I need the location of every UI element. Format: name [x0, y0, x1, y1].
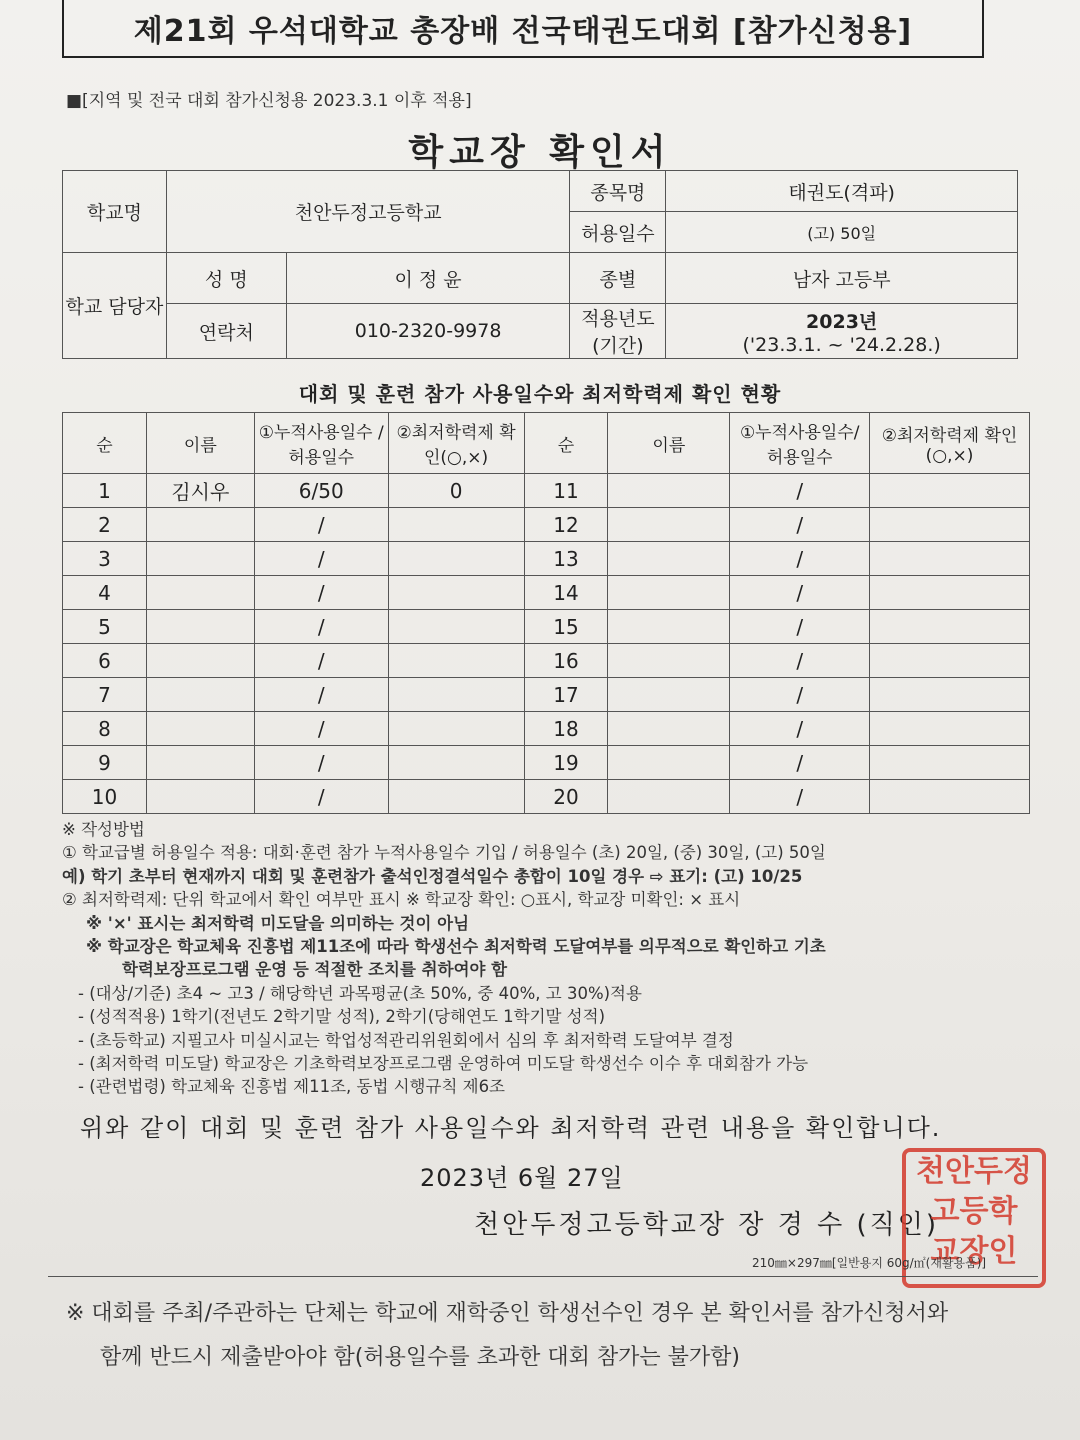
table-row	[63, 610, 1030, 644]
note-line: ① 학교급별 허용일수 적용: 대회·훈련 참가 누적사용일수 기입 / 허용일수 (초) 20일, (중) 30일, (고) 50일	[62, 843, 826, 863]
row-no: 2	[63, 508, 147, 542]
row-days: /	[254, 780, 388, 814]
row-no: 10	[63, 780, 147, 814]
row-check	[388, 576, 524, 610]
period-value: ('23.3.1. ~ '24.2.28.)	[742, 333, 941, 356]
row-check	[870, 576, 1030, 610]
row-days: /	[730, 576, 870, 610]
header-no-right: 순	[524, 413, 608, 474]
applicability-notice: ■[지역 및 전국 대회 참가신청용 2023.3.1 이후 적용]	[66, 91, 472, 111]
header-days: ①누적사용일수 /허용일수	[254, 413, 388, 474]
header-name: 이름	[146, 413, 254, 474]
row-name	[608, 644, 730, 678]
row-name	[146, 576, 254, 610]
row-check	[870, 644, 1030, 678]
allowed-days-value: (고) 50일	[666, 212, 1018, 253]
confirmation-statement: 위와 같이 대회 및 훈련 참가 사용일수와 최저학력 관련 내용을 확인합니다.	[80, 1114, 942, 1142]
table-row	[63, 644, 1030, 678]
row-name	[608, 746, 730, 780]
row-days: /	[730, 678, 870, 712]
year-value: 2023년	[806, 310, 878, 333]
row-check	[388, 644, 524, 678]
row-name	[608, 780, 730, 814]
footer-line: 함께 반드시 제출받아야 함(허용일수를 초과한 대회 참가는 불가함)	[100, 1345, 740, 1370]
row-days: /	[730, 474, 870, 508]
row-days: /	[254, 644, 388, 678]
row-name	[146, 780, 254, 814]
row-name	[608, 678, 730, 712]
row-days: /	[254, 576, 388, 610]
contact-name-value: 이 정 윤	[286, 253, 570, 304]
note-line: - (최저학력 미도달) 학교장은 기초학력보장프로그램 운영하여 미도달 학생선수 이수 후 대회참가 가능	[78, 1054, 809, 1074]
note-line: ※ 학교장은 학교체육 진흥법 제11조에 따라 학생선수 최저학력 도달여부를 의무적으로 확인하고 기초	[86, 937, 826, 957]
row-name	[146, 610, 254, 644]
signature-date: 2023년 6월 27일	[420, 1164, 624, 1192]
row-check	[870, 474, 1030, 508]
principal-signature: 천안두정고등학교장 장 경 수 (직인)	[474, 1210, 939, 1240]
row-name	[608, 542, 730, 576]
table-row	[63, 508, 1030, 542]
category-value: 남자 고등부	[666, 253, 1018, 304]
row-name	[146, 712, 254, 746]
row-no: 15	[524, 610, 608, 644]
instructions	[62, 818, 1042, 1099]
row-check	[388, 508, 524, 542]
seal-line: 고등학	[930, 1194, 1018, 1229]
row-days: /	[730, 780, 870, 814]
table-row	[63, 542, 1030, 576]
seal-line: 천안두정	[916, 1154, 1032, 1189]
note-line: ※ '×' 표시는 최저학력 미도달을 의미하는 것이 아님	[86, 913, 470, 933]
note-line: ② 최저학력제: 단위 학교에서 확인 여부만 표시 ※ 학교장 확인: ○표시, 학교장 미확인: × 표시	[62, 890, 741, 910]
category-label: 종별	[570, 253, 666, 304]
table-row	[63, 746, 1030, 780]
school-name-value: 천안두정고등학교	[166, 171, 570, 253]
header-check: ②최저학력제 확인(○,×)	[388, 413, 524, 474]
table-row	[63, 780, 1030, 814]
contact-phone-label: 연락처	[166, 304, 286, 359]
row-days: 6/50	[254, 474, 388, 508]
row-check	[870, 780, 1030, 814]
row-check	[870, 712, 1030, 746]
table-row	[63, 474, 1030, 508]
row-check	[388, 678, 524, 712]
seal-line: 교장인	[930, 1234, 1018, 1269]
row-check	[870, 508, 1030, 542]
row-check	[870, 678, 1030, 712]
row-no: 4	[63, 576, 147, 610]
row-check	[870, 610, 1030, 644]
row-name	[608, 474, 730, 508]
header-no: 순	[63, 413, 147, 474]
row-no: 7	[63, 678, 147, 712]
paper-spec: 210㎜×297㎜[일반용지 60g/㎡(재활용품)]	[752, 1256, 987, 1270]
row-check	[388, 542, 524, 576]
row-check	[870, 542, 1030, 576]
row-no: 3	[63, 542, 147, 576]
row-name	[608, 576, 730, 610]
footer-notice	[66, 1292, 948, 1380]
row-days: /	[730, 610, 870, 644]
participant-table	[62, 412, 1030, 814]
row-no: 16	[524, 644, 608, 678]
row-name	[608, 508, 730, 542]
row-no: 13	[524, 542, 608, 576]
divider	[48, 1276, 1038, 1277]
table-header-row	[63, 413, 1030, 474]
table-row	[63, 576, 1030, 610]
row-check	[388, 746, 524, 780]
header-check-right: ②최저학력제 확인(○,×)	[870, 413, 1030, 474]
row-no: 11	[524, 474, 608, 508]
year-label: 적용년도 (기간)	[570, 304, 666, 359]
contact-phone-value: 010-2320-9978	[286, 304, 570, 359]
row-name	[146, 508, 254, 542]
header-name-right: 이름	[608, 413, 730, 474]
note-line: 학력보장프로그램 운영 등 적절한 조치를 취하여야 함	[122, 960, 508, 980]
row-no: 9	[63, 746, 147, 780]
notes-heading: ※ 작성방법	[62, 820, 145, 839]
row-days: /	[254, 542, 388, 576]
row-name	[608, 610, 730, 644]
row-no: 8	[63, 712, 147, 746]
row-no: 6	[63, 644, 147, 678]
row-days: /	[730, 712, 870, 746]
note-line: 예) 학기 초부터 현재까지 대회 및 훈련참가 출석인정결석일수 총합이 10일 경우 ⇨ 표기: (고) 10/25	[62, 866, 803, 886]
note-line: - (초등학교) 지필고사 미실시교는 학업성적관리위원회에서 심의 후 최저학력 도달여부 결정	[78, 1030, 734, 1050]
contact-name-label: 성 명	[166, 253, 286, 304]
header-days-right: ①누적사용일수/ 허용일수	[730, 413, 870, 474]
table-row	[63, 712, 1030, 746]
row-no: 14	[524, 576, 608, 610]
note-line: - (대상/기준) 초4 ~ 고3 / 해당학년 과목평균(초 50%, 중 40%, 고 30%)적용	[78, 983, 642, 1003]
row-name	[608, 712, 730, 746]
school-name-label: 학교명	[63, 171, 167, 253]
row-days: /	[254, 746, 388, 780]
footer-line: ※ 대회를 주최/주관하는 단체는 학교에 재학중인 학생선수인 경우 본 확인서를 참가신청서와	[66, 1301, 949, 1326]
event-label: 종목명	[570, 171, 666, 212]
row-name	[146, 746, 254, 780]
row-no: 18	[524, 712, 608, 746]
note-line: - (성적적용) 1학기(전년도 2학기말 성적), 2학기(당해연도 1학기말 성적)	[78, 1007, 606, 1027]
row-no: 1	[63, 474, 147, 508]
row-name	[146, 542, 254, 576]
row-check	[388, 780, 524, 814]
row-no: 5	[63, 610, 147, 644]
table-row	[63, 678, 1030, 712]
row-no: 12	[524, 508, 608, 542]
school-info-table	[62, 170, 1018, 359]
row-check: 0	[388, 474, 524, 508]
row-check	[388, 712, 524, 746]
row-days: /	[730, 746, 870, 780]
row-check	[870, 746, 1030, 780]
contact-label: 학교 담당자	[63, 253, 167, 359]
page-title: 학교장 확인서	[408, 132, 672, 173]
note-line: - (관련법령) 학교체육 진흥법 제11조, 동법 시행규칙 제6조	[78, 1077, 505, 1097]
event-value: 태권도(격파)	[666, 171, 1018, 212]
allowed-days-label: 허용일수	[570, 212, 666, 253]
row-days: /	[254, 610, 388, 644]
row-days: /	[254, 678, 388, 712]
row-days: /	[254, 712, 388, 746]
row-days: /	[730, 644, 870, 678]
row-days: /	[730, 542, 870, 576]
event-banner: 제21회 우석대학교 총장배 전국태권도대회 [참가신청용]	[62, 0, 984, 58]
row-days: /	[254, 508, 388, 542]
row-name	[146, 678, 254, 712]
row-name: 김시우	[146, 474, 254, 508]
section-title: 대회 및 훈련 참가 사용일수와 최저학력제 확인 현황	[298, 382, 782, 406]
row-no: 20	[524, 780, 608, 814]
row-no: 17	[524, 678, 608, 712]
row-days: /	[730, 508, 870, 542]
row-check	[388, 610, 524, 644]
row-no: 19	[524, 746, 608, 780]
year-cell	[666, 304, 1018, 359]
row-name	[146, 644, 254, 678]
